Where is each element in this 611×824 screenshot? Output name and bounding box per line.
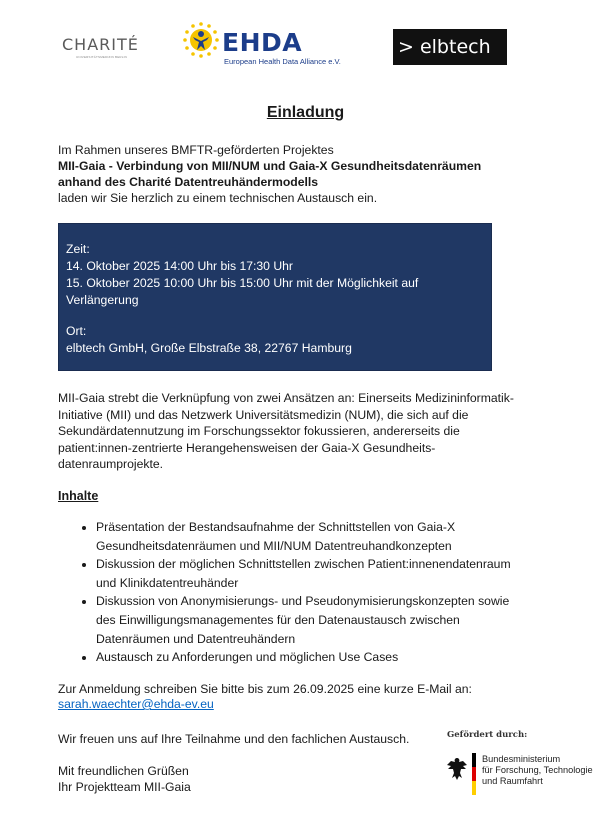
- description-line: Sekundärdatennutzung im Forschungssektor fokussieren, andererseits die: [58, 424, 460, 438]
- elbtech-logo: > elbtech: [393, 29, 507, 65]
- eagle-icon: [446, 756, 468, 784]
- intro-line: Im Rahmen unseres BMFTR-geförderten Projektes: [58, 143, 334, 157]
- description-line: datenraumprojekte.: [58, 457, 164, 471]
- time-date-1: 14. Oktober 2025 14:00 Uhr bis 17:30 Uhr: [66, 259, 293, 273]
- time-label: Zeit:: [66, 242, 90, 256]
- charite-logo-subtitle: UNIVERSITÄTSMEDIZIN BERLIN: [76, 55, 128, 59]
- ministry-line-1: Bundesministerium: [482, 754, 561, 764]
- closing-line: Wir freuen uns auf Ihre Teilnahme und den fachlichen Austausch.: [58, 732, 410, 746]
- description-line: Initiative (MII) und das Netzwerk Universitätsmedizin (NUM), die sich auf die: [58, 407, 469, 422]
- ministry-line-3: und Raumfahrt: [482, 776, 543, 786]
- place-address: elbtech GmbH, Große Elbstraße 38, 22767 Hamburg: [66, 341, 352, 355]
- event-info-box: [58, 223, 492, 371]
- contents-heading: Inhalte: [58, 489, 99, 503]
- description-paragraph: [58, 390, 548, 473]
- intro-invitation-line: laden wir Sie herzlich zu einem technischen Austausch ein.: [58, 191, 378, 205]
- charite-logo: [62, 33, 142, 63]
- greeting: Mit freundlichen Grüßen: [58, 764, 189, 778]
- page-title: Einladung: [266, 104, 345, 121]
- bmbf-logo: [444, 750, 594, 812]
- flag-bar: [472, 753, 476, 795]
- list-item: • Präsentation der Bestandsaufnahme der Schnittstellen von Gaia-X Gesundheitsdatenräumen und MII/NUM Datentreuhandkonzepten: [96, 518, 576, 555]
- project-title-line-2: anhand des Charité Datentreuhändermodells: [58, 175, 319, 189]
- contents-list: [58, 518, 576, 667]
- time-date-2: 15. Oktober 2025 10:00 Uhr bis 15:00 Uhr mit der Möglichkeit auf: [66, 276, 419, 290]
- registration-text: Zur Anmeldung schreiben Sie bitte bis zum 26.09.2025 eine kurze E-Mail an:: [58, 682, 472, 696]
- description-line: MII-Gaia strebt die Verknüpfung von zwei Ansätzen an: Einerseits Medizininformatik-: [58, 391, 514, 405]
- charite-logo-text: CHARITÉ: [62, 35, 139, 54]
- ehda-logo-text: EHDA: [222, 28, 303, 57]
- place-label: Ort:: [66, 324, 87, 338]
- signature: Ihr Projektteam MII-Gaia: [58, 780, 191, 794]
- description-line: patient:innen-zentrierte Herangehensweisen der Gaia-X Gesundheits-: [58, 440, 436, 455]
- list-item: • Diskussion der möglichen Schnittstellen zwischen Patient:innenendatenraum und Klinikdatentreuhänder: [96, 555, 576, 592]
- list-item: • Diskussion von Anonymisierungs- und Pseudonymisierungskonzepten sowie des Einwilligungsmanagementes für den Datenaustausch zwischen Datenräumen und Datentreuhändern: [96, 592, 576, 648]
- ehda-emblem-icon: [180, 20, 222, 66]
- funding-label: Gefördert durch:: [447, 730, 528, 740]
- ministry-line-2: für Forschung, Technologie: [482, 765, 593, 775]
- ehda-logo: [180, 20, 355, 68]
- list-item: • Austausch zu Anforderungen und möglichen Use Cases: [96, 648, 576, 667]
- email-link[interactable]: sarah.waechter@ehda-ev.eu: [58, 697, 214, 711]
- project-title-line-1: MII-Gaia - Verbindung von MII/NUM und Gaia-X Gesundheitsdatenräumen: [58, 159, 482, 173]
- time-date-2-continued: Verlängerung: [66, 293, 139, 307]
- ehda-logo-subtitle: European Health Data Alliance e.V.: [224, 57, 341, 66]
